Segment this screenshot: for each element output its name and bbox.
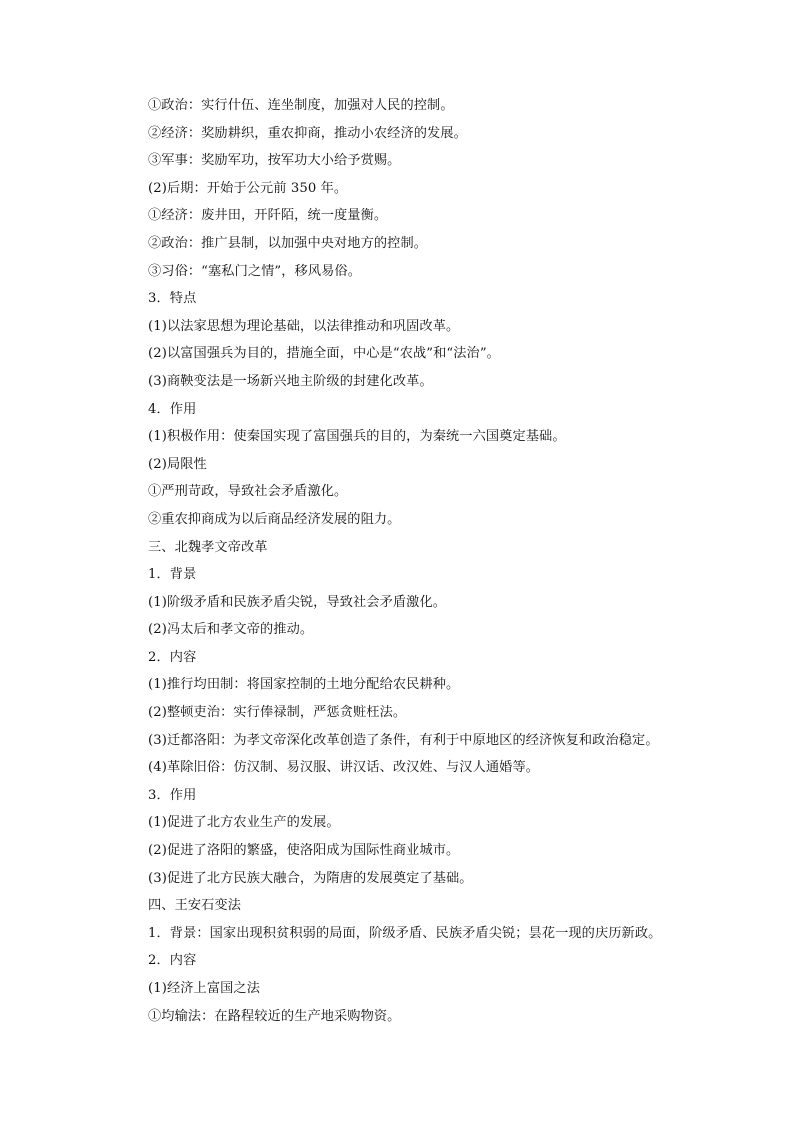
text-line: (2)促进了洛阳的繁盛，使洛阳成为国际性商业城市。 — [148, 843, 460, 859]
text-line: 1．背景：国家出现积贫积弱的局面，阶级矛盾、民族矛盾尖锐；昙花一现的庆历新政。 — [148, 925, 662, 941]
section-heading: 3．特点 — [148, 291, 197, 307]
text-line: (3)商鞅变法是一场新兴地主阶级的封建化改革。 — [148, 373, 433, 389]
chapter-heading: 三、北魏孝文帝改革 — [148, 539, 268, 555]
text-line: ②重农抑商成为以后商品经济发展的阻力。 — [148, 511, 401, 527]
chapter-heading: 四、王安石变法 — [148, 898, 242, 914]
text-line: ①严刑苛政，导致社会矛盾激化。 — [148, 484, 348, 500]
section-heading: 1．背景 — [148, 567, 197, 583]
text-line: (2)局限性 — [148, 456, 207, 472]
text-line: (1)推行均田制：将国家控制的土地分配给农民耕种。 — [148, 677, 460, 693]
text-line: (3)促进了北方民族大融合，为隋唐的发展奠定了基础。 — [148, 870, 473, 886]
section-heading: 2．内容 — [148, 953, 197, 969]
text-line: ②政治：推广县制，以加强中央对地方的控制。 — [148, 235, 428, 251]
text-line: ①经济：废井田，开阡陌，统一度量衡。 — [148, 208, 388, 224]
text-line: (3)迁都洛阳：为孝文帝深化改革创造了条件，有利于中原地区的经济恢复和政治稳定。 — [148, 732, 659, 748]
text-line: ①政治：实行什伍、连坐制度，加强对人民的控制。 — [148, 98, 454, 113]
text-line: (2)整顿吏治：实行俸禄制，严惩贪赃枉法。 — [148, 705, 407, 721]
text-line: (1)积极作用：使秦国实现了富国强兵的目的，为秦统一六国奠定基础。 — [148, 429, 566, 445]
text-line: (1)促进了北方农业生产的发展。 — [148, 815, 340, 831]
text-line: (2)冯太后和孝文帝的推动。 — [148, 622, 314, 638]
section-heading: 2．内容 — [148, 649, 197, 665]
text-line: ②经济：奖励耕织，重农抑商，推动小农经济的发展。 — [148, 125, 467, 141]
section-heading: 4．作用 — [148, 401, 197, 417]
text-line: (1)经济上富国之法 — [148, 981, 260, 996]
text-line: (1)阶级矛盾和民族矛盾尖锐，导致社会矛盾激化。 — [148, 594, 447, 610]
document-page — [148, 92, 708, 1030]
text-line: (2)以富国强兵为目的，措施全面，中心是“农战”和“法治”。 — [148, 346, 500, 362]
text-line: (2)后期：开始于公元前 350 年。 — [148, 180, 348, 196]
text-line: ①均输法：在路程较近的生产地采购物资。 — [148, 1008, 401, 1024]
text-line: ③军事：奖励军功，按军功大小给予赏赐。 — [148, 153, 401, 169]
text-line: (1)以法家思想为理论基础，以法律推动和巩固改革。 — [148, 318, 460, 334]
text-line: ③习俗：“塞私门之情”，移风易俗。 — [148, 263, 361, 279]
section-heading: 3．作用 — [148, 787, 197, 803]
text-line: (4)革除旧俗：仿汉制、易汉服、讲汉话、改汉姓、与汉人通婚等。 — [148, 760, 540, 776]
